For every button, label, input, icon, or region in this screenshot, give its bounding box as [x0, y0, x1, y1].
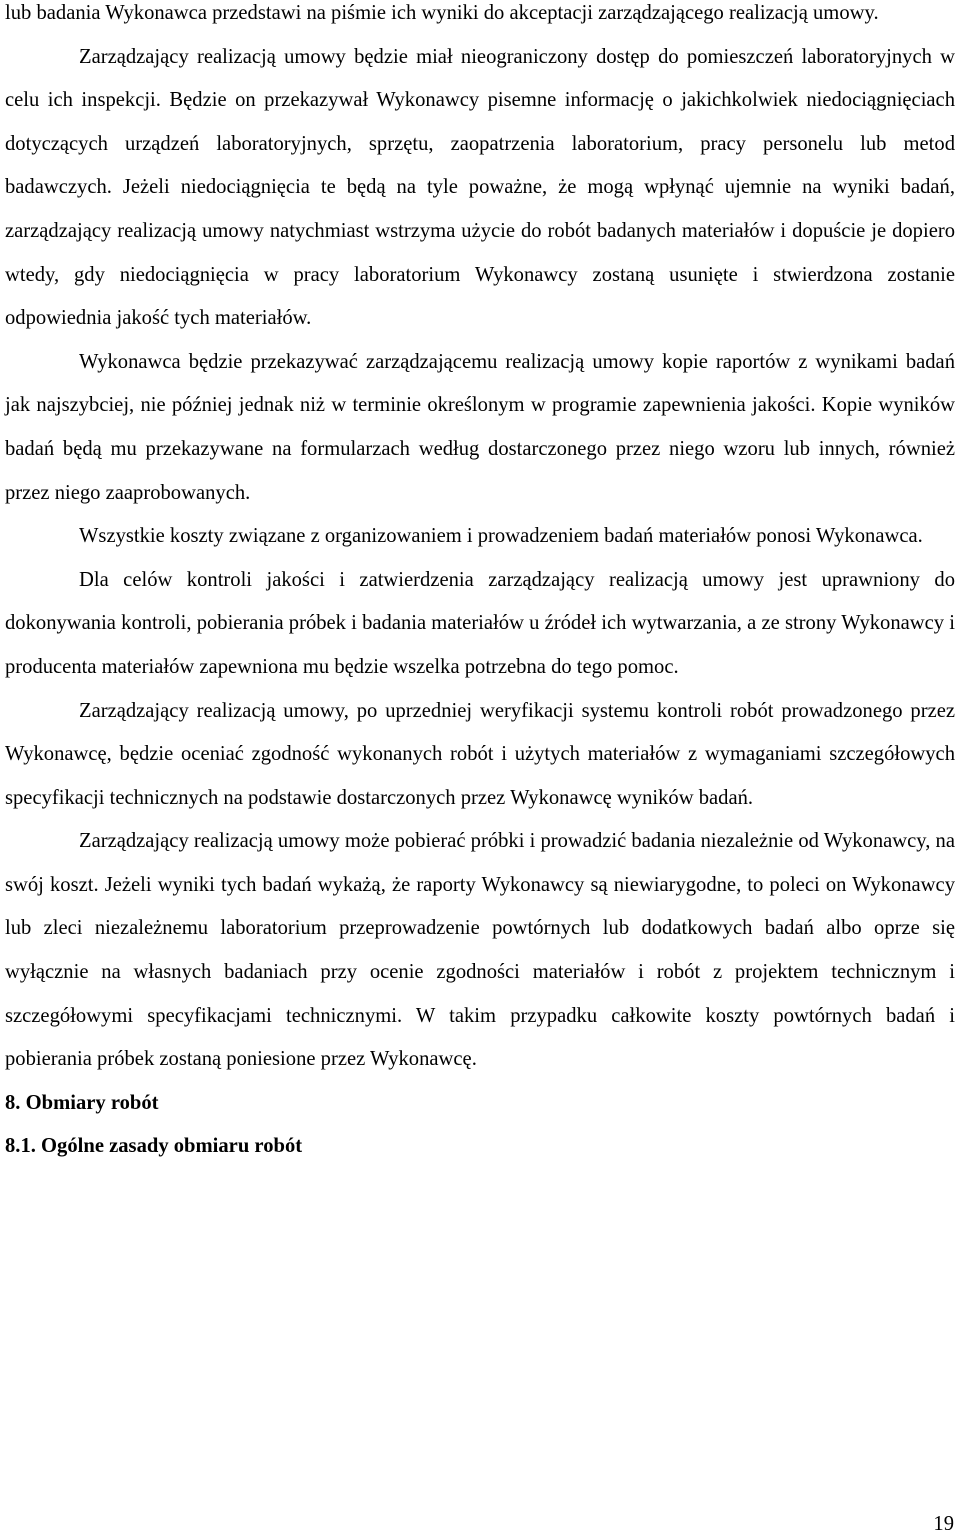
- document-page: [5, 0, 955, 1169]
- subsection-heading: 8.1. Ogólne zasady obmiaru robót: [5, 1135, 303, 1158]
- paragraph-independent-testing: Zarządzający realizacją umowy może pobierać próbki i prowadzić badania niezależnie od Wykonawcy, na swój koszt. Jeżeli wyniki tych badań wykażą, że raporty Wykonawcy są niewiarygodne, to poleci on Wykonawcy lub zleci niezależnemu laboratorium przeprowadzenie powtórnych lub dodatkowych badań albo oprze się wyłącznie na własnych badaniach przy ocenie zgodności materiałów i robót z projektem technicznym i szczegółowymi specyfikacjami technicznymi. W takim przypadku całkowite koszty powtórnych badań i pobierania próbek zostaną poniesione przez Wykonawcę.: [5, 830, 955, 1071]
- paragraph-test-reports: Wykonawca będzie przekazywać zarządzającemu realizacją umowy kopie raportów z wynikami badań jak najszybciej, nie później jednak niż w terminie określonym w programie zapewnienia jakości. Kopie wyników badań będą mu przekazywane na formularzach według dostarczonego przez niego wzoru lub innych, również przez niego zaaprobowanych.: [5, 350, 955, 504]
- paragraph-laboratory-access: Zarządzający realizacją umowy będzie miał nieograniczony dostęp do pomieszczeń laboratoryjnych w celu ich inspekcji. Będzie on przekazywał Wykonawcy pisemne informację o jakichkolwiek niedociągnięciach dotyczących urządzeń laboratoryjnych, sprzętu, zaopatrzenia laboratorium, pracy personelu lub metod badawczych. Jeżeli niedociągnięcia te będą na tyle poważne, że mogą wpłynąć ujemnie na wyniki badań, zarządzający realizacją umowy natychmiast wstrzyma użycie do robót badanych materiałów i dopuście je dopiero wtedy, gdy niedociągnięcia w pracy laboratorium Wykonawcy zostaną usunięte i stwierdzona zostanie odpowiednia jakość tych materiałów.: [5, 45, 955, 330]
- paragraph-testing-costs: Wszystkie koszty związane z organizowaniem i prowadzeniem badań materiałów ponosi Wykonawca.: [79, 525, 923, 548]
- section-heading: 8. Obmiary robót: [5, 1091, 159, 1114]
- page-number: 19: [933, 1513, 954, 1535]
- paragraph-continuation: lub badania Wykonawca przedstawi na piśmie ich wyniki do akceptacji zarządzającego realizacją umowy.: [5, 2, 879, 24]
- paragraph-conformity-assessment: Zarządzający realizacją umowy, po uprzedniej weryfikacji systemu kontroli robót prowadzonego przez Wykonawcę, będzie oceniać zgodność wykonanych robót i użytych materiałów z wymaganiami szczegółowych specyfikacji technicznych na podstawie dostarczonych przez Wykonawcę wyników badań.: [5, 699, 955, 809]
- paragraph-quality-control: Dla celów kontroli jakości i zatwierdzenia zarządzający realizacją umowy jest uprawniony do dokonywania kontroli, pobierania próbek i badania materiałów u źródeł ich wytwarzania, a ze strony Wykonawcy i producenta materiałów zapewniona mu będzie wszelka potrzebna do tego pomoc.: [5, 568, 955, 678]
